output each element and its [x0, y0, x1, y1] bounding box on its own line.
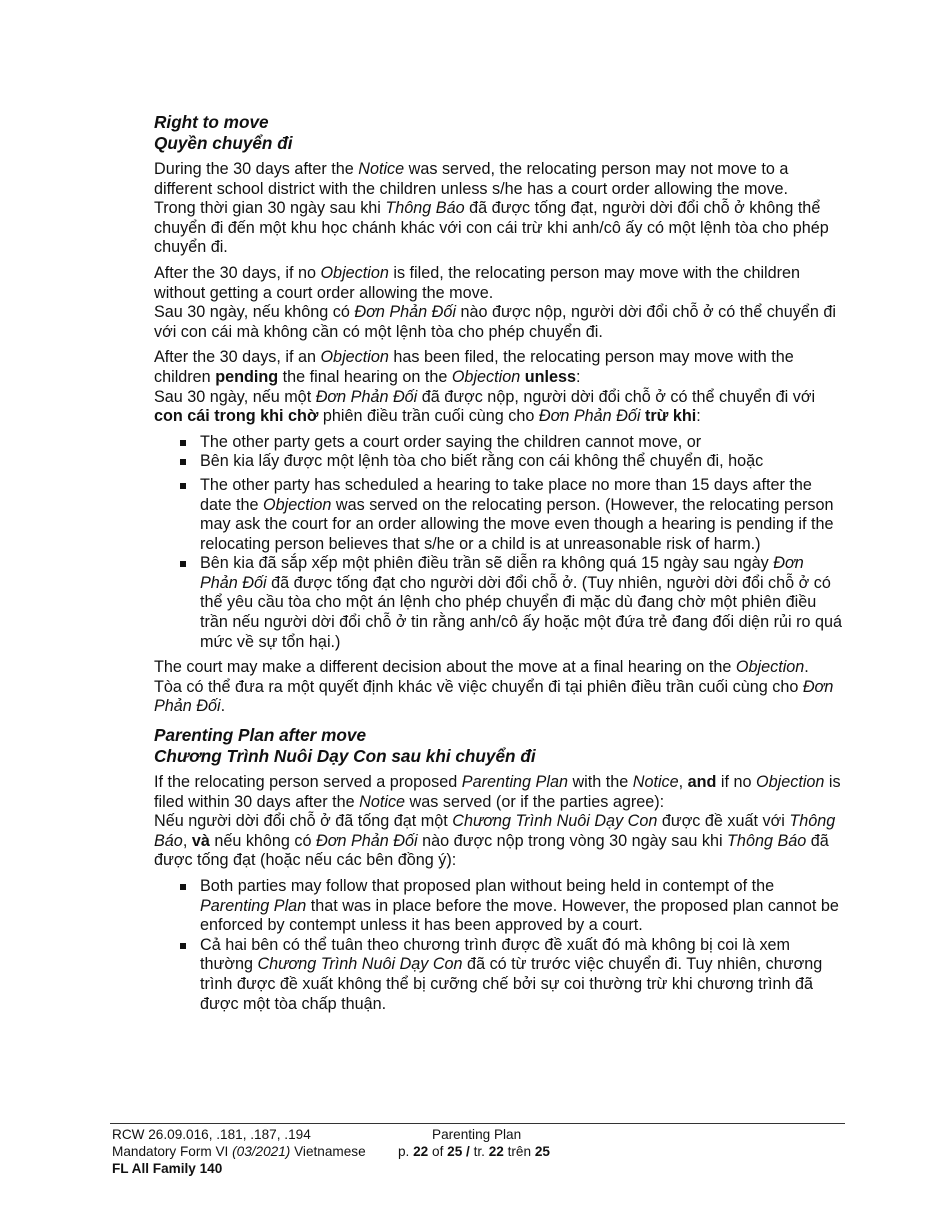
paragraph-vi: Sau 30 ngày, nếu một Đơn Phản Đối đã được nộp, người dời đổi chỗ ở có thể chuyển đi với con cái trong khi chờ phiên điều trần cuối cùng cho Đơn Phản Đối trừ khi: [154, 387, 816, 426]
list-item: Bên kia đã sắp xếp một phiên điều trần sẽ diễn ra không quá 15 ngày sau ngày Đơn Phản Đối đã được tống đạt cho người dời đổi chỗ ở. (Tuy nhiên, người dời đổi chỗ ở có thể yêu cầu tòa cho một án lệnh cho phép chuyển đi mặc dù đang chờ một phiên điều trần nếu người dời đổi chỗ ở tin rằng anh/cô ấy hoặc một đứa trẻ đang đối diện rủi ro quá mức về sự tổn hại.) [200, 554, 843, 651]
exceptions-list [154, 433, 844, 653]
paragraph-en: The court may make a different decision about the move at a final hearing on the Objection. [154, 658, 809, 677]
footer-form-code: FL All Family 140 [112, 1161, 223, 1176]
paragraph-vi: Tòa có thể đưa ra một quyết định khác về việc chuyển đi tại phiên điều trần cuối cùng cho Đơn Phản Đối. [154, 677, 834, 716]
list-item: The other party has scheduled a hearing to take place no more than 15 days after the date the Objection was served on the relocating person. (However, the relocating person may ask the court for an order allowing the move even though a hearing is pending if the relocating person believes that s/he or a child is at unreasonable risk of harm.) [200, 476, 844, 554]
footer-doc-title: Parenting Plan [432, 1127, 522, 1142]
plan-list [154, 877, 844, 1014]
list-item: Bên kia lấy được một lệnh tòa cho biết rằng con cái không thể chuyển đi, hoặc [200, 452, 844, 472]
paragraph-30-days [154, 160, 844, 258]
list-item: Both parties may follow that proposed plan without being held in contempt of the Parenting Plan that was in place before the move. However, the proposed plan cannot be enforced by contempt unless it has been approved by a court. [200, 877, 844, 936]
heading-vi: Chương Trình Nuôi Dạy Con sau khi chuyển đi [154, 746, 536, 767]
paragraph-proposed-plan [154, 773, 844, 871]
paragraph-vi: Nếu người dời đổi chỗ ở đã tống đạt một Chương Trình Nuôi Dạy Con được đề xuất với Thông Báo, và nếu không có Đơn Phản Đối nào được nộp trong vòng 30 ngày sau khi Thông Báo đã được tống đạt (hoặc nếu các bên đồng ý): [154, 812, 836, 870]
list-item: The other party gets a court order saying the children cannot move, or [200, 433, 844, 453]
footer-page-number: p. 22 of 25 / tr. 22 trên 25 [398, 1144, 550, 1159]
paragraph-no-objection [154, 264, 844, 342]
section-heading-parenting-plan [154, 725, 844, 767]
paragraph-en: During the 30 days after the Notice was served, the relocating person may not move to a different school district with the children unless s/he has a court order allowing the move. [154, 160, 789, 198]
footer-form: Mandatory Form VI (03/2021) Vietnamese [112, 1144, 366, 1159]
paragraph-court-decision [154, 658, 844, 717]
paragraph-en: If the relocating person served a proposed Parenting Plan with the Notice, and if no Objection is filed within 30 days after the Notice was served (or if the parties agree): [154, 773, 841, 811]
heading-en: Parenting Plan after move [154, 725, 367, 746]
paragraph-vi: Trong thời gian 30 ngày sau khi Thông Báo đã được tống đạt, người dời đổi chỗ ở không thể chuyển đi đến một khu học chánh khác với con cái trừ khi anh/cô ấy có một lệnh tòa cho phép chuyển đi. [154, 199, 829, 257]
heading-vi: Quyền chuyển đi [154, 133, 293, 153]
page-footer [110, 1123, 845, 1177]
paragraph-en: After the 30 days, if no Objection is filed, the relocating person may move with the children without getting a court order allowing the move. [154, 263, 801, 302]
paragraph-objection-filed [154, 348, 844, 426]
heading-en: Right to move [154, 112, 269, 132]
list-item: Cả hai bên có thể tuân theo chương trình được đề xuất đó mà không bị coi là xem thường Chương Trình Nuôi Dạy Con đã có từ trước việc chuyển đi. Tuy nhiên, chương trình được đề xuất không thể bị cưỡng chế bởi sự coi thường trừ khi chương trình đã được một tòa chấp thuận. [200, 936, 844, 1014]
page-body [154, 112, 844, 1020]
section-heading-right-to-move [154, 112, 844, 154]
footer-rcw: RCW 26.09.016, .181, .187, .194 [112, 1127, 311, 1142]
paragraph-vi: Sau 30 ngày, nếu không có Đơn Phản Đối nào được nộp, người dời đổi chỗ ở có thể chuyển đi với con cái mà không cần có một lệnh tòa cho phép chuyển đi. [154, 303, 836, 341]
paragraph-en: After the 30 days, if an Objection has been filed, the relocating person may move with the children pending the final hearing on the Objection unless: [154, 348, 794, 386]
